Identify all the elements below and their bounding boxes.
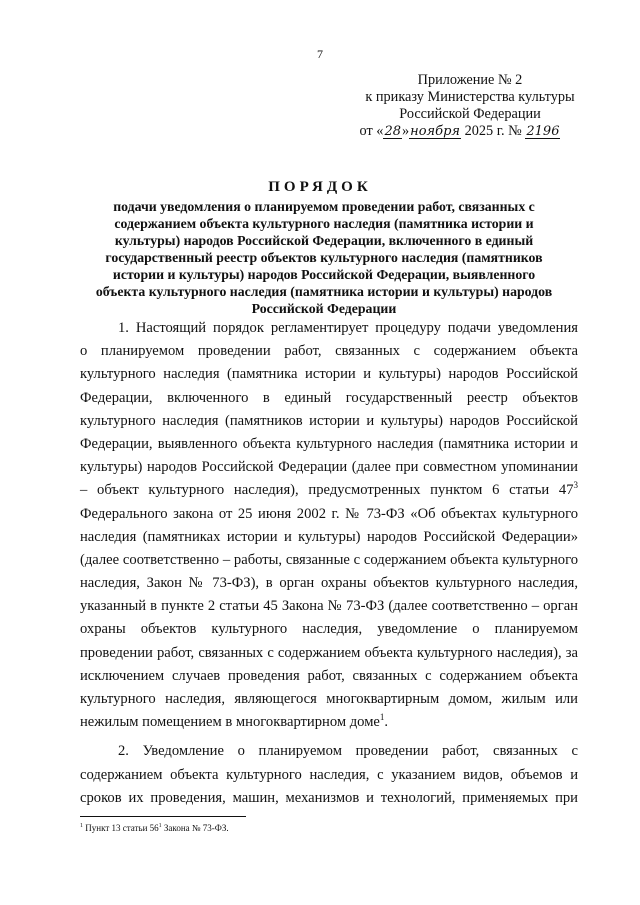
paragraph-line: культурного наследия, являющегося многоквартирным домом, жилым или <box>80 691 578 707</box>
paragraph-line: наследия, Закон № 73-ФЗ), в орган охраны объектов культурного наследия, <box>80 575 578 592</box>
paragraph-line: культурного наследия (памятников истории и культуры) народов Российской <box>80 412 578 429</box>
footnote-reference: 1 <box>379 712 385 723</box>
paragraph-line-text: – объект культурного наследия), предусмотренных пунктом 6 статьи 47 <box>80 482 574 499</box>
paragraph-1 <box>80 317 578 734</box>
appendix-order-ref: к приказу Министерства культуры <box>365 89 575 105</box>
page-number: 7 <box>317 47 323 61</box>
paragraph-line: охраны объектов культурного наследия, уведомление о планируемом <box>80 621 578 638</box>
paragraph-line: культурного наследия (памятника истории и культуры) народов Российской <box>80 366 578 383</box>
paragraph-line: Федерации, включенного в единый государственный реестр объектов <box>80 389 578 406</box>
footnote-superscript: 1 <box>158 823 162 829</box>
document-body <box>80 317 578 810</box>
paragraph-line-text: нежилым помещением в многоквартирном доме <box>80 714 380 731</box>
subtitle-line: культуры) народов Российской Федерации, включенного в единый <box>114 233 534 248</box>
paragraph-line: сроков их проведения, машин, механизмов и технологий, применяемых при <box>80 789 578 806</box>
subtitle-line: содержанием объекта культурного наследия (памятника истории и <box>114 216 534 231</box>
appendix-title: Приложение № 2 <box>417 72 523 88</box>
date-prefix: от « <box>359 123 384 139</box>
footnote-divider <box>80 816 246 817</box>
paragraph-line: (далее соответственно – работы, связанные с содержанием объекта культурного <box>80 551 578 568</box>
subtitle-line: истории и культуры) народов Российской Федерации, выявленного <box>112 267 536 282</box>
subtitle-line: объекта культурного наследия (памятника истории и культуры) народов <box>95 284 553 299</box>
appendix-header <box>320 72 620 140</box>
paragraph-line: наследия (памятниках истории и культуры) народов Российской Федерации» <box>80 528 578 545</box>
date-year: 2025 г. № <box>464 123 522 139</box>
footnote-text-end: Закона № 73-ФЗ. <box>161 823 229 833</box>
appendix-country: Российской Федерации <box>399 106 541 122</box>
paragraph-line-last <box>80 711 578 734</box>
paragraph-line: проведении работ, связанных с содержанием объекта культурного наследия), за <box>80 644 578 661</box>
date-mid: » <box>401 123 410 139</box>
paragraph-line: Федерального закона от 25 июня 2002 г. № 73-ФЗ «Об объектах культурного <box>80 505 578 522</box>
appendix-date-line <box>310 123 610 140</box>
paragraph-line: 2. Уведомление о планируемом проведении работ, связанных с <box>118 743 578 760</box>
subtitle-line: государственный реестр объектов культурного наследия (памятников <box>105 250 543 265</box>
paragraph-line: 1. Настоящий порядок регламентирует процедуру подачи уведомления <box>118 320 578 336</box>
footnote-marker: 1 <box>80 823 83 829</box>
paragraph-line: содержанием объекта культурного наследия, с указанием видов, объемов и <box>80 766 578 783</box>
paragraph-line: о планируемом проведении работ, связанных с содержанием объекта <box>80 343 578 360</box>
paragraph-line: Федерации, выявленного объекта культурного наследия (памятника истории и <box>80 435 578 452</box>
paragraph-2 <box>80 740 578 810</box>
paragraph-line: исключением случаев проведения работ, связанных с содержанием объекта <box>80 667 578 684</box>
paragraph-line: культуры) народов Российской Федерации (далее при совместном упоминании <box>80 459 578 476</box>
sentence-period: . <box>384 714 389 731</box>
date-month: ноября <box>410 124 461 139</box>
footnote-text: Пункт 13 статьи 56 <box>83 823 159 833</box>
subtitle-line: Российской Федерации <box>251 301 397 316</box>
document-subtitle <box>80 198 568 317</box>
order-number: 2196 <box>526 124 560 139</box>
subtitle-line: подачи уведомления о планируемом проведении работ, связанных с <box>113 199 535 214</box>
document-title: ПОРЯДОК <box>268 179 372 195</box>
article-superscript: 3 <box>573 480 578 491</box>
paragraph-line: указанный в пункте 2 статьи 45 Закона № 73-ФЗ (далее соответственно – орган <box>80 598 578 615</box>
footnote <box>80 822 229 834</box>
paragraph-line-with-sup <box>80 479 578 502</box>
date-day: 28 <box>384 124 401 139</box>
